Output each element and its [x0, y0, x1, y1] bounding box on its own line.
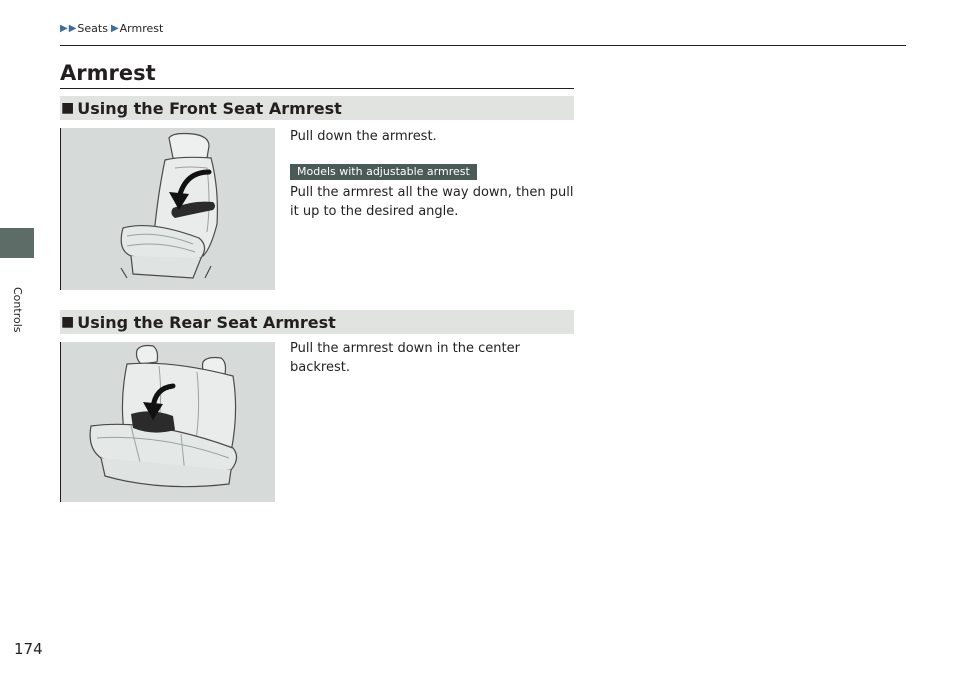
page-title: Armrest: [60, 61, 156, 85]
section-title-front: Using the Front Seat Armrest: [77, 98, 342, 118]
front-adjustable-instruction-text: Pull the armrest all the way down, then pull it up to the desired angle.: [290, 185, 574, 219]
page-number: 174: [14, 640, 43, 658]
title-divider: [60, 88, 574, 89]
breadcrumb-arrow-icon: ▶: [110, 22, 119, 34]
section-header-rear: [60, 310, 574, 334]
rear-instruction-text: Pull the armrest down in the center backrest.: [290, 341, 520, 375]
section-square-icon: ■: [61, 100, 75, 116]
section-square-icon: ■: [61, 314, 75, 330]
header-divider: [60, 45, 906, 46]
rear-seat-illustration: [60, 342, 275, 502]
breadcrumb-arrow-icon: ▶: [60, 22, 68, 34]
front-instruction-text: Pull down the armrest.: [290, 129, 437, 144]
breadcrumb-item-armrest[interactable]: Armrest: [119, 21, 164, 35]
section-title-rear: Using the Rear Seat Armrest: [77, 312, 336, 332]
breadcrumb-item-seats[interactable]: Seats: [77, 21, 108, 35]
section-header-front: [60, 96, 574, 120]
model-badge: Models with adjustable armrest: [290, 164, 477, 180]
breadcrumb-arrow-icon: ▶: [68, 22, 77, 34]
front-seat-illustration: [60, 128, 275, 290]
breadcrumb: [60, 20, 166, 36]
side-tab-label: Controls: [11, 287, 24, 333]
side-tab-marker: [0, 228, 34, 258]
